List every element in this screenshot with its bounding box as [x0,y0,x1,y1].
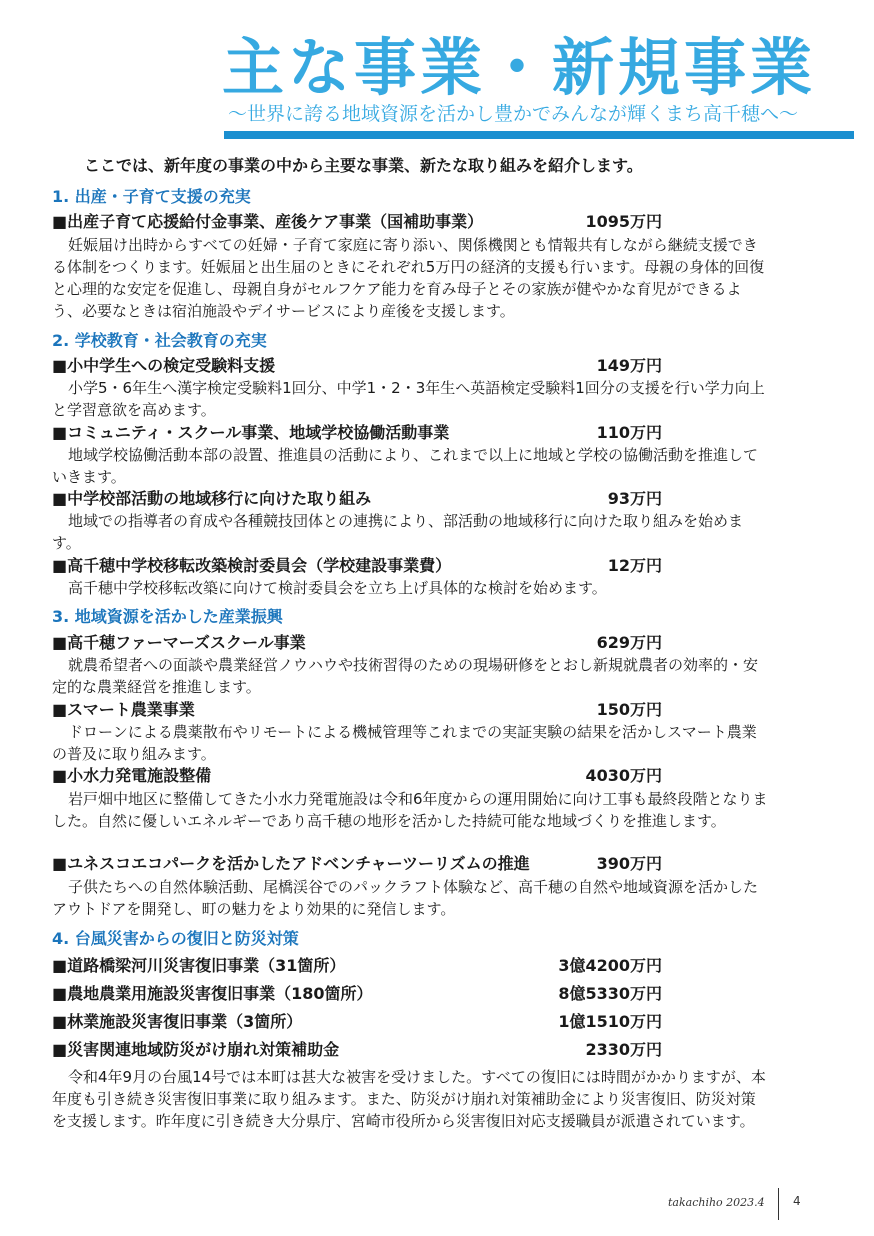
item-name: ■農地農業用施設災害復旧事業（180箇所） [52,984,373,1003]
item-body: 就農希望者への面談や農業経営ノウハウや技術習得のための現場研修をとおし新規就農者の効率的・安定的な農業経営を推進します。 [52,656,759,696]
item-body: 妊娠届け出時からすべての妊婦・子育て家庭に寄り添い、関係機関とも情報共有しながら継続支援できる体制をつくります。妊娠届と出生届のときにそれぞれ5万円の経済的支援も行います。母親の身体的回復と心理的な安定を促進し、母親自身がセルフケア能力を育み母子とその家族が健やかな育児ができるよう、必要なときは宿泊施設やデイサービスにより産後を支援します。 [52,236,765,320]
item-name: ■中学校部活動の地域移行に向けた取り組み [52,489,372,508]
item-amount: 4030万円 [585,766,662,785]
item-heading [52,853,662,875]
item-body: 地域学校協働活動本部の設置、推進員の活動により、これまで以上に地域と学校の協働活動を推進していきます。 [52,446,759,486]
item-body: 高千穂中学校移転改築に向けて検討委員会を立ち上げ具体的な検討を始めます。 [68,579,607,597]
item-amount: 8億5330万円 [558,984,662,1003]
item-heading [52,488,662,510]
item-name: ■高千穂ファーマーズスクール事業 [52,633,306,652]
section-heading-2: 2. 学校教育・社会教育の充実 [52,331,267,350]
item-heading [52,699,662,721]
item-amount: 1億1510万円 [558,1012,662,1031]
item-body: ドローンによる農薬散布やリモートによる機械管理等これまでの実証実験の結果を活かしスマート農業の普及に取り組みます。 [52,723,757,763]
footer-divider [778,1188,779,1220]
item-heading [52,555,662,577]
item-heading [52,211,662,233]
item-body: 小学5・6年生へ漢字検定受験料1回分、中学1・2・3年生へ英語検定受験料1回分の支援を行い学力向上と学習意欲を高めます。 [52,379,765,419]
item-name: ■コミュニティ・スクール事業、地域学校協働活動事業 [52,423,450,442]
page-title: 主な事業・新規事業 [222,31,817,104]
item-amount: 93万円 [607,489,662,508]
item-amount: 2330万円 [585,1040,662,1059]
section-heading-3: 3. 地域資源を活かした産業振興 [52,607,283,626]
item-amount: 390万円 [596,854,662,873]
section-heading-4: 4. 台風災害からの復旧と防災対策 [52,929,299,948]
title-underline [224,131,854,139]
item-name: ■小水力発電施設整備 [52,766,212,785]
publication-name: takachiho 2023.4 [668,1196,765,1209]
item-amount: 149万円 [596,356,662,375]
item-heading [52,765,662,787]
page-number: 4 [793,1194,801,1208]
item-amount: 12万円 [607,556,662,575]
item-name: ■ユネスコエコパークを活かしたアドベンチャーツーリズムの推進 [52,854,530,873]
lead-text: ここでは、新年度の事業の中から主要な事業、新たな取り組みを紹介します。 [84,156,643,175]
item-amount: 110万円 [596,423,662,442]
item-name: ■出産子育て応援給付金事業、産後ケア事業（国補助事業） [52,212,484,231]
item-heading [52,983,662,1005]
section-body: 令和4年9月の台風14号では本町は甚大な被害を受けました。すべての復旧には時間がかかりますが、本年度も引き続き災害復旧事業に取り組みます。また、防災がけ崩れ対策補助金により災害復旧、防災対策を支援します。昨年度に引き続き大分県庁、宮崎市役所から災害復旧対応支援職員が派遣されています。 [52,1068,766,1130]
section-heading-1: 1. 出産・子育て支援の充実 [52,187,251,206]
item-heading [52,1011,662,1033]
item-heading [52,422,662,444]
page-subtitle: ～世界に誇る地域資源を活かし豊かでみんなが輝くまち高千穂へ～ [228,103,799,125]
item-name: ■スマート農業事業 [52,700,195,719]
item-name: ■小中学生への検定受験料支援 [52,356,276,375]
item-amount: 1095万円 [585,212,662,231]
item-name: ■道路橋梁河川災害復旧事業（31箇所） [52,956,346,975]
item-heading [52,355,662,377]
item-name: ■災害関連地域防災がけ崩れ対策補助金 [52,1040,340,1059]
item-body: 地域での指導者の育成や各種競技団体との連携により、部活動の地域移行に向けた取り組みを始めます。 [52,512,744,552]
item-amount: 3億4200万円 [558,956,662,975]
item-heading [52,1039,662,1061]
item-amount: 629万円 [596,633,662,652]
item-heading [52,955,662,977]
item-name: ■林業施設災害復旧事業（3箇所） [52,1012,303,1031]
item-heading [52,632,662,654]
item-body: 子供たちへの自然体験活動、尾橋渓谷でのパックラフト体験など、高千穂の自然や地域資源を活かしたアウトドアを開発し、町の魅力をより効果的に発信します。 [52,878,759,918]
item-name: ■高千穂中学校移転改築検討委員会（学校建設事業費） [52,556,452,575]
item-body: 岩戸畑中地区に整備してきた小水力発電施設は令和6年度からの運用開始に向け工事も最終段階となりました。自然に優しいエネルギーであり高千穂の地形を活かした持続可能な地域づくりを推進します。 [52,790,768,830]
item-amount: 150万円 [596,700,662,719]
